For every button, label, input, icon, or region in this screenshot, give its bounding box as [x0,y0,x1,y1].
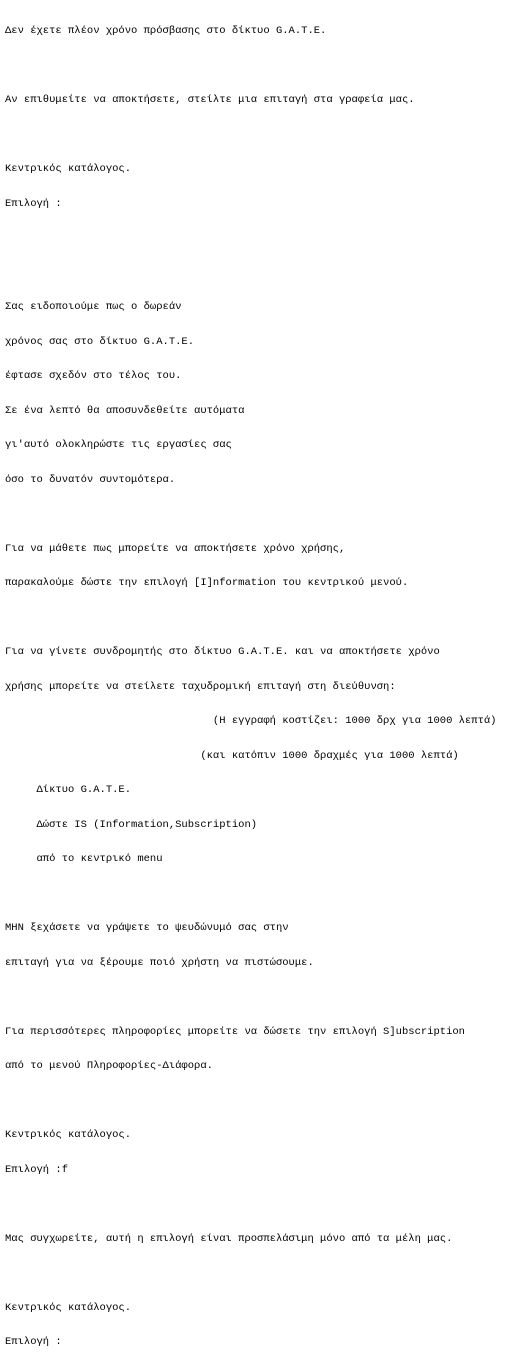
terminal-line: έφτασε σχεδόν στο τέλος του. [5,370,182,382]
terminal-line: Μας συγχωρείτε, αυτή η επιλογή είναι προσπελάσιμη μόνο από τα μέλη μας. [5,1232,453,1245]
terminal-line: χρόνος σας στο δίκτυο G.A.T.E. [5,335,195,348]
terminal-line: Δίκτυο G.A.T.E. [5,784,132,796]
terminal-line: από το μενού Πληροφορίες-Διάφορα. [5,1060,213,1072]
terminal-line: όσο το δυνατόν συντομότερα. [5,473,176,486]
terminal-line: Σε ένα λεπτό θα αποσυνδεθείτε αυτόματα [5,404,245,417]
terminal-line: (και κατόπιν 1000 δραχμές για 1000 λεπτά) [5,749,459,762]
terminal-line: Για να γίνετε συνδρομητής στο δίκτυο G.A.T.E. και να αποκτήσετε χρόνο [5,646,440,658]
terminal-line: Για να μάθετε πως μπορείτε να αποκτήσετε χρόνο χρήσης, [5,542,346,555]
terminal-line [5,61,511,73]
terminal-line: Κεντρικός κατάλογος. [5,1301,132,1314]
terminal-line: χρήσης μπορείτε να στείλετε ταχυδρομική επιταγή στη διεύθυνση: [5,680,396,693]
terminal-line: (Η εγγραφή κοστίζει: 1000 δρχ για 1000 λεπτά) [5,715,497,727]
terminal-line: Για περισσότερες πληροφορίες μπορείτε να δώσετε την επιλογή S]ubscription [5,1025,465,1038]
terminal-line [5,233,511,245]
terminal-line: Αν επιθυμείτε να αποκτήσετε, στείλτε μια επιταγή στα γραφεία μας. [5,94,415,106]
terminal-line: Δώστε IS (Information,Subscription) [5,818,258,831]
terminal-line: Κεντρικός κατάλογος. [5,1129,132,1141]
terminal-prompt: Επιλογή :f [5,1163,69,1176]
terminal-line [5,889,511,901]
terminal-line [5,1199,511,1211]
terminal-line: ΜΗΝ ξεχάσετε να γράψετε το ψευδώνυμό σας στην [5,922,289,934]
terminal-line [5,992,511,1004]
terminal-line [5,130,511,142]
terminal-line: επιταγή για να ξέρουμε ποιό χρήστη να πιστώσουμε. [5,956,314,969]
terminal-line [5,509,511,521]
terminal-line: Δεν έχετε πλέον χρόνο πρόσβασης στο δίκτυο G.A.T.E. [5,25,327,37]
terminal-line: παρακαλούμε δώστε την επιλογή [I]nformation του κεντρικού μενού. [5,577,409,589]
terminal-line [5,613,511,625]
terminal-output[interactable] [5,3,511,1360]
terminal-line: Σας ειδοποιούμε πως ο δωρεάν [5,301,182,313]
terminal-line: γι'αυτό ολοκληρώστε τις εργασίες σας [5,439,232,451]
terminal-prompt[interactable]: Επιλογή : [5,1336,62,1348]
terminal-line [5,268,511,280]
terminal-line [5,1268,511,1280]
terminal-line [5,1096,511,1108]
terminal-line: Κεντρικός κατάλογος. [5,163,132,175]
terminal-line: από το κεντρικό menu [5,853,163,865]
terminal-prompt: Επιλογή : [5,197,62,210]
